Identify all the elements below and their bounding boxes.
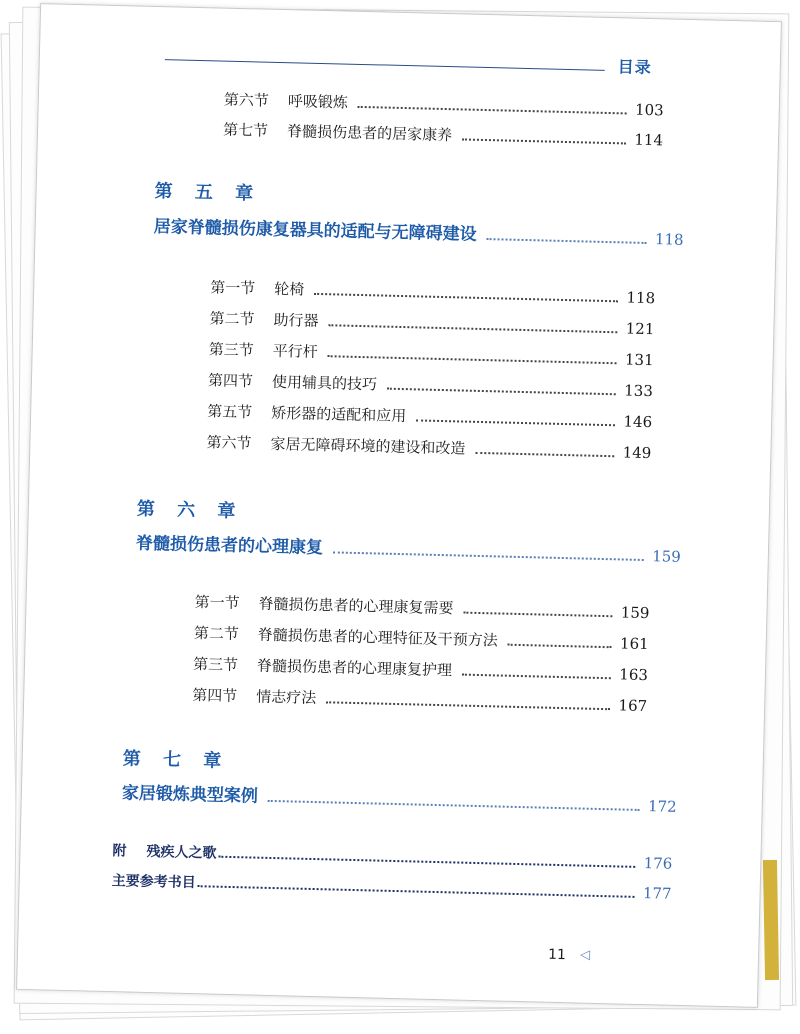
dot-leader xyxy=(462,138,626,144)
toc-entry[interactable] xyxy=(223,119,663,151)
section-number: 第五节 xyxy=(207,402,253,422)
chapter-entry[interactable] xyxy=(136,529,681,567)
chapter-label: 第 六 章 xyxy=(136,498,244,523)
page-number: 146 xyxy=(623,412,653,432)
page-number: 177 xyxy=(642,884,672,903)
page-header-label: 目录 xyxy=(617,57,653,78)
section-title: 矫形器的适配和应用 xyxy=(271,403,407,426)
folio-arrow-icon: ◁ xyxy=(579,947,591,963)
toc-entry[interactable] xyxy=(209,307,654,339)
section-title: 脊髓损伤患者的心理康复护理 xyxy=(256,656,453,680)
page-number: 103 xyxy=(634,100,664,120)
page-number: 159 xyxy=(620,603,650,623)
dot-leader xyxy=(358,106,627,115)
page-number: 172 xyxy=(647,797,677,816)
section-number: 第六节 xyxy=(206,433,252,453)
appendix-entry[interactable] xyxy=(112,870,672,904)
dot-leader xyxy=(387,388,616,396)
dot-leader xyxy=(218,856,635,868)
page-number: 114 xyxy=(634,130,664,150)
chapter-entry[interactable] xyxy=(153,212,683,250)
page-number: 163 xyxy=(619,665,649,685)
section-title: 脊髓损伤患者的居家康养 xyxy=(286,122,453,145)
section-number: 第二节 xyxy=(209,309,255,329)
page-number: 176 xyxy=(643,854,673,873)
dot-leader xyxy=(508,644,612,649)
page-number: 167 xyxy=(618,696,648,716)
header-rule xyxy=(165,59,605,71)
folio-page-number: 11 xyxy=(547,946,567,964)
toc-entry[interactable] xyxy=(210,276,655,308)
chapter-title: 居家脊髓损伤康复器具的适配与无障碍建设 xyxy=(153,216,477,245)
toc-entry[interactable] xyxy=(206,431,651,463)
dot-leader xyxy=(416,419,615,426)
toc-entry[interactable] xyxy=(208,369,653,401)
toc-entry[interactable] xyxy=(194,591,649,623)
dot-leader xyxy=(463,612,612,618)
toc-page xyxy=(16,3,782,1008)
page-number: 131 xyxy=(624,350,654,370)
page-number: 161 xyxy=(619,634,649,654)
dot-leader xyxy=(198,885,635,898)
page-number: 149 xyxy=(622,443,652,463)
section-title: 情志疗法 xyxy=(256,687,317,708)
section-title: 脊髓损伤患者的心理康复需要 xyxy=(258,594,454,618)
appendix-title: 残疾人之歌 xyxy=(146,843,217,862)
dot-leader xyxy=(333,551,644,561)
section-number: 第一节 xyxy=(194,593,240,613)
dot-leader xyxy=(268,800,640,811)
chapter-title: 家居锻炼典型案例 xyxy=(121,783,259,807)
dot-leader xyxy=(326,701,610,710)
chapter-entry[interactable] xyxy=(122,778,677,817)
page-number: 133 xyxy=(624,381,654,401)
back-cover-edge xyxy=(763,860,779,980)
appendix-label: 附 xyxy=(112,843,127,860)
section-title: 平行杆 xyxy=(272,341,318,361)
section-number: 第二节 xyxy=(193,624,240,644)
section-number: 第六节 xyxy=(223,90,270,110)
section-title: 使用辅具的技巧 xyxy=(271,372,378,394)
toc-entry[interactable] xyxy=(192,684,647,716)
dot-leader xyxy=(328,324,617,333)
dot-leader xyxy=(328,355,617,364)
page-number: 118 xyxy=(654,230,684,249)
section-number: 第四节 xyxy=(207,371,254,391)
page-number: 121 xyxy=(625,319,655,339)
dot-leader xyxy=(314,293,618,302)
chapter-label: 第 五 章 xyxy=(154,180,262,205)
section-title: 呼吸锻炼 xyxy=(287,92,349,112)
dot-leader xyxy=(462,674,611,680)
section-title: 轮椅 xyxy=(274,279,305,299)
dot-leader xyxy=(475,452,614,457)
toc-entry[interactable] xyxy=(193,653,648,685)
toc-entry[interactable] xyxy=(224,89,664,121)
section-title: 家居无障碍环境的建设和改造 xyxy=(270,434,466,458)
dot-leader xyxy=(487,238,647,244)
page-number: 159 xyxy=(651,547,682,566)
chapter-label: 第 七 章 xyxy=(122,748,230,772)
section-number: 第三节 xyxy=(208,340,254,360)
appendix-title: 主要参考书目 xyxy=(111,873,196,892)
section-number: 第一节 xyxy=(210,278,256,298)
section-title: 脊髓损伤患者的心理特征及干预方法 xyxy=(257,625,498,650)
chapter-title: 脊髓损伤患者的心理康复 xyxy=(135,533,324,559)
appendix-entry[interactable] xyxy=(112,840,672,874)
section-number: 第四节 xyxy=(192,686,238,706)
toc-entry[interactable] xyxy=(207,400,652,432)
section-number: 第七节 xyxy=(222,120,269,140)
section-title: 助行器 xyxy=(273,310,319,330)
toc-entry[interactable] xyxy=(194,622,649,654)
page-number: 118 xyxy=(626,288,656,308)
section-number: 第三节 xyxy=(192,655,239,675)
toc-entry[interactable] xyxy=(209,338,654,370)
